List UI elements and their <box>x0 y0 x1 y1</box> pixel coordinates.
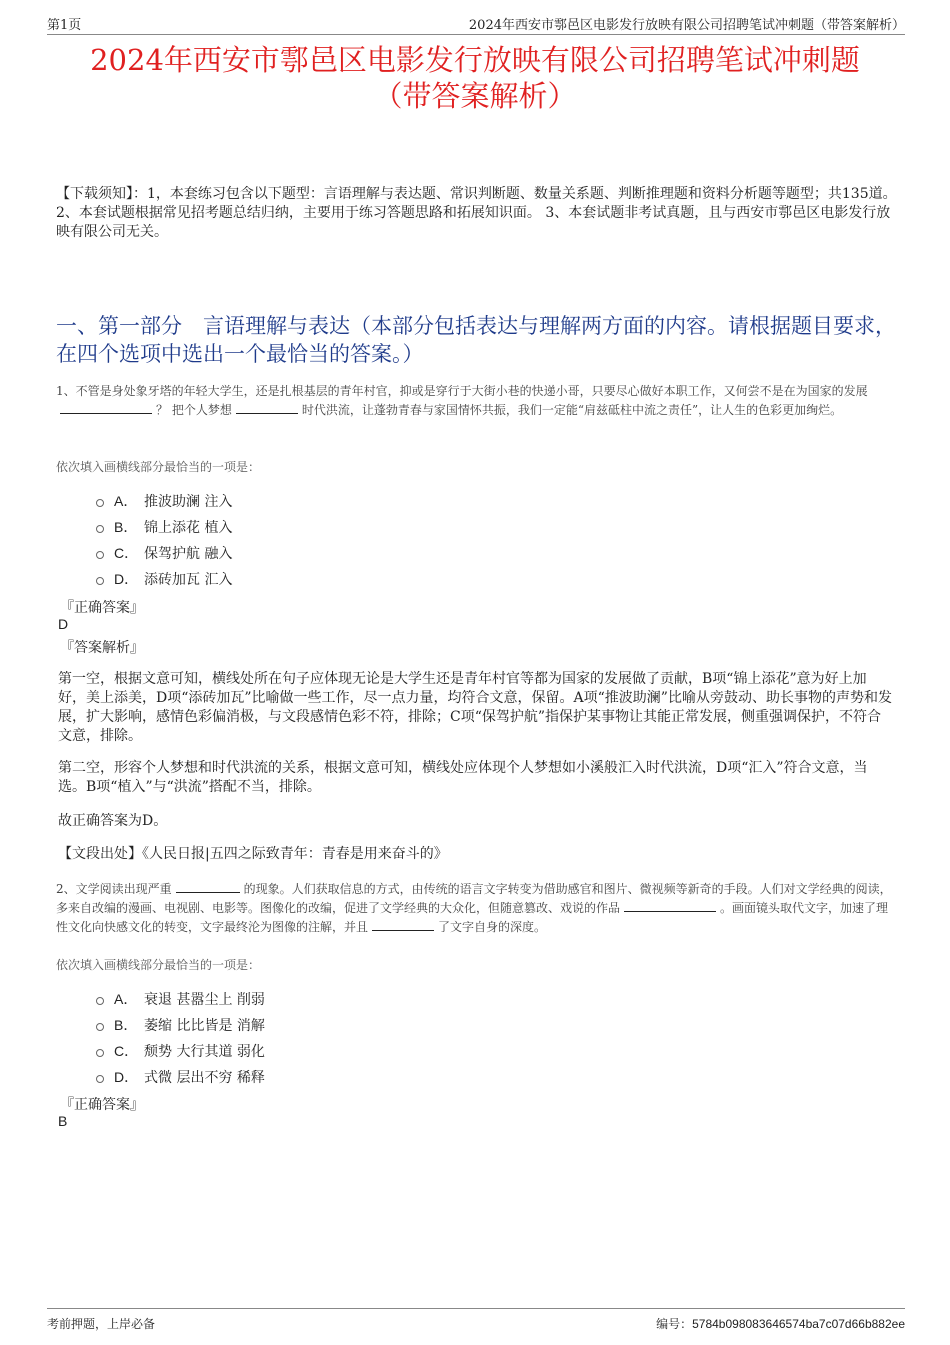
q2-option-b[interactable] <box>96 1012 265 1038</box>
radio-icon[interactable] <box>96 577 104 585</box>
q2-blank-2 <box>624 899 716 912</box>
page-number: 第1页 <box>47 18 82 33</box>
q1-options <box>96 488 232 592</box>
q1-option-d[interactable] <box>96 566 232 592</box>
option-text: 锦上添花 植入 <box>144 520 233 536</box>
q2-blank-1 <box>176 880 240 893</box>
q2-answer: B <box>58 1113 68 1129</box>
q1-analysis-1: 第一空，根据文意可知，横线处所在句子应体现无论是大学生还是青年村官等都为国家的发展做了贡献，B项“锦上添花”意为好上加好，美上添美，D项“添砖加瓦”比喻做一些工作，尽一点力量，均符合文意，保留。A项“推波助澜”比喻从旁鼓动、助长事物的声势和发展，扩大影响，感情色彩偏消极，与文段感情色彩不符，排除；C项“保驾护航”指保护某事物让其能正常发展，侧重强调保护，不符合文意，排除。 <box>58 671 892 744</box>
q2-instruction: 依次填入画横线部分最恰当的一项是： <box>56 958 261 972</box>
option-letter: A． <box>114 493 138 509</box>
title-line-1: 2024年西安市鄠邑区电影发行放映有限公司招聘笔试冲刺题 <box>90 43 860 77</box>
q1-blank-2 <box>236 401 298 414</box>
question-1-text <box>56 382 898 420</box>
page-footer <box>47 1308 905 1333</box>
q2-option-d[interactable] <box>96 1064 265 1090</box>
q1-analysis-label: 『答案解析』 <box>60 640 144 656</box>
q1-analysis-2: 第二空，形容个人梦想和时代洪流的关系，根据文意可知，横线处应体现个人梦想如小溪般汇入时代洪流，D项“汇入”符合文意，当选。B项“植入”与“洪流”搭配不当，排除。 <box>58 760 868 795</box>
option-text: 推波助澜 注入 <box>144 494 233 510</box>
q2-options <box>96 986 265 1090</box>
q1-answer: D <box>58 616 69 632</box>
q1-instruction: 依次填入画横线部分最恰当的一项是： <box>56 460 261 474</box>
q1-option-c[interactable] <box>96 540 232 566</box>
section-title: 一、第一部分 言语理解与表达（本部分包括表达与理解两方面的内容。请根据题目要求，在四个选项中选出一个最恰当的答案。） <box>56 314 896 366</box>
option-letter: B． <box>114 1017 138 1033</box>
option-text: 萎缩 比比皆是 消解 <box>144 1018 265 1034</box>
option-letter: C． <box>114 545 139 561</box>
footer-slogan: 考前押题，上岸必备 <box>47 1317 156 1331</box>
option-letter: D． <box>114 1069 139 1085</box>
q1-option-a[interactable] <box>96 488 232 514</box>
q2-text-part1: 2、文学阅读出现严重 <box>56 882 172 896</box>
header-doc-title: 2024年西安市鄠邑区电影发行放映有限公司招聘笔试冲刺题（带答案解析） <box>468 18 905 33</box>
title-line-2: （带答案解析） <box>373 79 577 113</box>
radio-icon[interactable] <box>96 997 104 1005</box>
q2-option-a[interactable] <box>96 986 265 1012</box>
q2-option-c[interactable] <box>96 1038 265 1064</box>
q1-conclusion: 故正确答案为D。 <box>58 813 168 829</box>
footer-code-value: 5784b098083646574ba7c07d66b882ee <box>692 1317 905 1331</box>
q1-answer-label: 『正确答案』 <box>60 600 144 616</box>
q2-text-part2: 的现象。人们获取信息的方式，由传统的语言文字转变为借助感官和图片、微视频等新奇的手段。人们对文学经典的阅读，多来自改编的漫画、电视剧、电影等。图像化的改编，促进了文学经典的大众化，但随意篡改、戏说的作品 <box>56 882 892 915</box>
radio-icon[interactable] <box>96 499 104 507</box>
document-title <box>40 42 910 114</box>
q2-text-part4: 了文字自身的深度。 <box>438 920 547 934</box>
q1-text-part2: ？ 把个人梦想 <box>156 403 232 417</box>
radio-icon[interactable] <box>96 1049 104 1057</box>
option-text: 式微 层出不穷 稀释 <box>144 1070 265 1086</box>
option-letter: B． <box>114 519 138 535</box>
footer-code <box>656 1315 905 1332</box>
page-header <box>47 12 905 35</box>
radio-icon[interactable] <box>96 1023 104 1031</box>
option-text: 保驾护航 融入 <box>144 546 233 562</box>
q1-blank-1 <box>60 401 152 414</box>
q1-option-b[interactable] <box>96 514 232 540</box>
question-2-text <box>56 880 898 937</box>
q2-text-part3: 。画面镜头取代文字，加速了理性文化向快感文化的转变，文字最终沦为图像的注解，并且 <box>56 901 889 934</box>
q2-blank-3 <box>372 918 434 931</box>
q2-answer-label: 『正确答案』 <box>60 1097 144 1113</box>
radio-icon[interactable] <box>96 551 104 559</box>
q1-text-part1: 1、不管是身处象牙塔的年轻大学生，还是扎根基层的青年村官，抑或是穿行于大街小巷的快递小哥，只要尽心做好本职工作，又何尝不是在为国家的发展 <box>56 384 868 398</box>
option-letter: C． <box>114 1043 139 1059</box>
option-letter: D． <box>114 571 139 587</box>
option-text: 添砖加瓦 汇入 <box>144 572 233 588</box>
radio-icon[interactable] <box>96 525 104 533</box>
q1-source: 【文段出处】《人民日报|五四之际致青年：青春是用来奋斗的》 <box>58 846 448 862</box>
footer-code-label: 编号： <box>656 1317 693 1331</box>
q1-text-part3: 时代洪流，让蓬勃青春与家国情怀共振，我们一定能“肩兹砥柱中流之责任”，让人生的色彩更加绚烂。 <box>301 403 843 417</box>
option-letter: A． <box>114 991 138 1007</box>
radio-icon[interactable] <box>96 1075 104 1083</box>
option-text: 衰退 甚嚣尘上 削弱 <box>144 992 265 1008</box>
option-text: 颓势 大行其道 弱化 <box>144 1044 265 1060</box>
download-notice: 【下载须知】：1，本套练习包含以下题型：言语理解与表达题、常识判断题、数量关系题、判断推理题和资料分析题等题型；共135道。 2、本套试题根据常见招考题总结归纳，主要用于练习答题思路和拓展知识面。 3、本套试题非考试真题，且与西安市鄠邑区电影发行放映有限公司无关。 <box>56 186 897 240</box>
